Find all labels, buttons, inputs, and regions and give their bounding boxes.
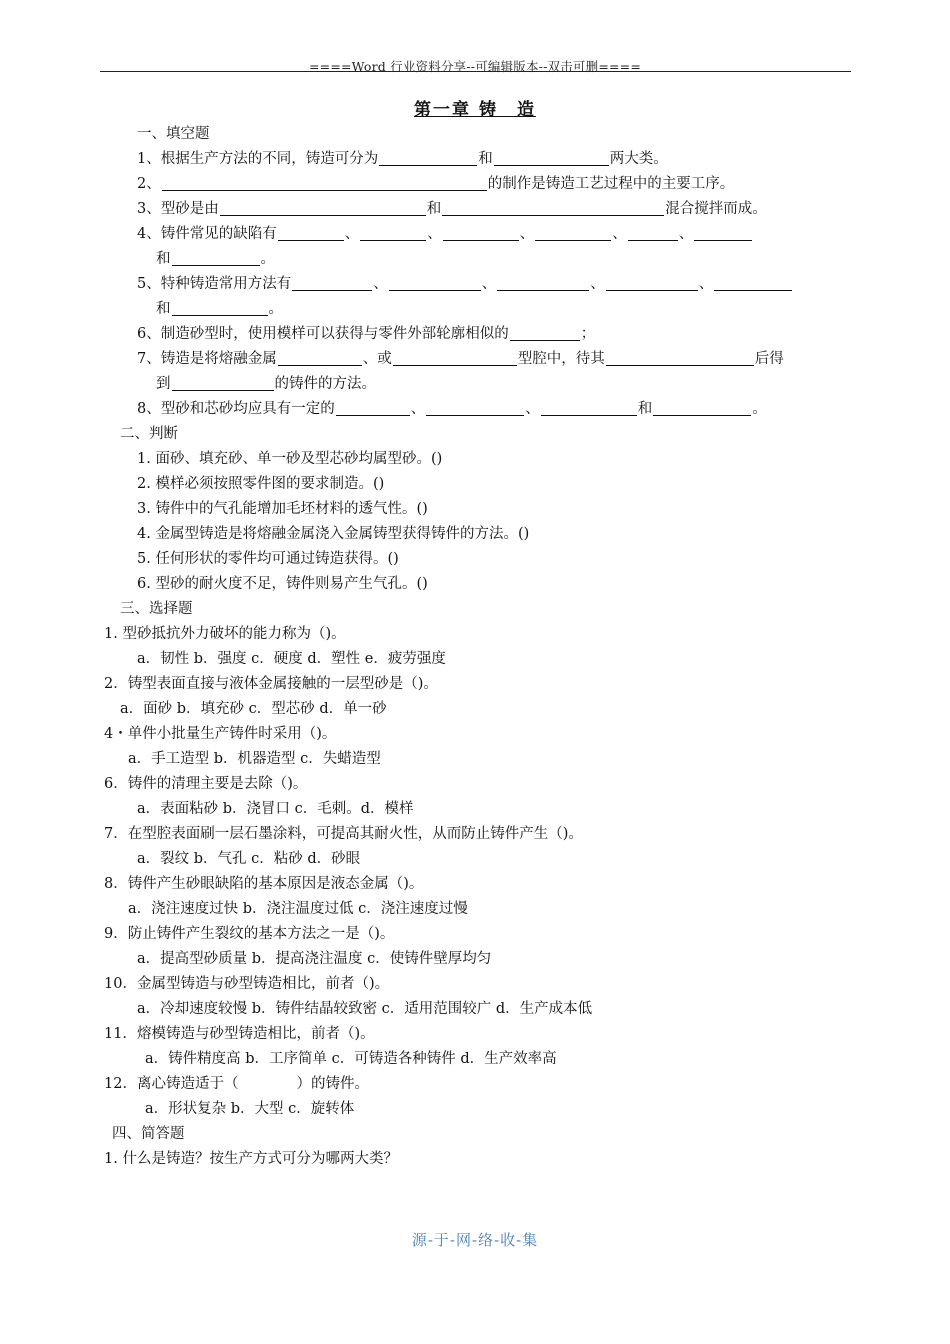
- choice-options: a．提高型砂质量 b．提高浇注温度 c．使铸件壁厚均匀: [137, 951, 492, 967]
- section-heading-fill: 一、填空题: [137, 126, 210, 142]
- fill-q6-text: 6、制造砂型时，使用模样可以获得与零件外部轮廓相似的: [137, 326, 509, 342]
- judge-item: 3. 铸件中的气孔能增加毛坯材料的透气性。(): [137, 501, 428, 517]
- fill-q8-text: 8、型砂和芯砂均应具有一定的: [137, 401, 335, 417]
- section-heading-judge: 二、判断: [120, 426, 178, 442]
- fill-q7-text: 7、铸造是将熔融金属: [137, 351, 277, 367]
- fill-question-5: [137, 274, 793, 294]
- header-rule: [100, 71, 851, 72]
- fill-q8-and: 和: [637, 401, 653, 417]
- fill-question-1: [137, 149, 668, 169]
- section-heading-short: 四、简答题: [112, 1126, 185, 1142]
- choice-options: a．铸件精度高 b．工序简单 c．可铸造各种铸件 d．生产效率高: [145, 1051, 557, 1067]
- separator: 、: [427, 226, 442, 242]
- choice-question: 7．在型腔表面刷一层石墨涂料，可提高其耐火性，从而防止铸件产生（)。: [104, 826, 583, 842]
- fill-q7-or: 、或: [362, 351, 392, 367]
- fill-q5-end: 。: [268, 301, 283, 317]
- answer-blank[interactable]: [442, 215, 664, 216]
- separator: 、: [519, 226, 535, 242]
- answer-blank[interactable]: [510, 340, 580, 341]
- answer-blank[interactable]: [653, 415, 751, 416]
- answer-blank[interactable]: [172, 390, 274, 391]
- answer-blank[interactable]: [606, 365, 754, 366]
- answer-blank[interactable]: [172, 265, 260, 266]
- separator: 、: [344, 226, 360, 242]
- fill-q7-mid: 型腔中，待其: [517, 351, 605, 367]
- fill-q8-end: 。: [752, 401, 767, 417]
- fill-question-5-cont: [156, 299, 283, 319]
- fill-question-2: [137, 174, 734, 194]
- fill-q4-and: 和: [156, 251, 171, 267]
- choice-question: 4・单件小批量生产铸件时采用（)。: [104, 726, 337, 742]
- fill-question-8: [137, 399, 767, 419]
- fill-q3-text: 3、型砂是由: [137, 201, 219, 217]
- choice-options: a．裂纹 b．气孔 c．粘砂 d．砂眼: [137, 851, 361, 867]
- fill-q1-end: 两大类。: [609, 151, 668, 167]
- separator: 、: [373, 276, 388, 292]
- separator: 、: [612, 226, 627, 242]
- answer-blank[interactable]: [497, 290, 589, 291]
- answer-blank[interactable]: [336, 415, 410, 416]
- choice-options: a．形状复杂 b．大型 c．旋转体: [145, 1101, 355, 1117]
- fill-question-4: [137, 224, 753, 244]
- fill-question-4-cont: [156, 249, 275, 269]
- fill-q2-text: 的制作是铸造工艺过程中的主要工序。: [487, 176, 735, 192]
- answer-blank[interactable]: [278, 365, 362, 366]
- choice-question: 10．金属型铸造与砂型铸造相比，前者（)。: [104, 976, 390, 992]
- separator: 、: [410, 401, 426, 417]
- answer-blank[interactable]: [443, 240, 519, 241]
- separator: 、: [678, 226, 694, 242]
- judge-item: 6. 型砂的耐火度不足，铸件则易产生气孔。(): [137, 576, 428, 592]
- answer-blank[interactable]: [535, 240, 611, 241]
- fill-q2-num: 2、: [137, 176, 161, 192]
- section-heading-choice: 三、选择题: [120, 601, 193, 617]
- chapter-title: 第一章 铸 造: [414, 100, 536, 120]
- choice-options: a．面砂 b．填充砂 c．型芯砂 d．单一砂: [120, 701, 387, 717]
- fill-question-3: [137, 199, 767, 219]
- fill-q6-end: ；: [580, 326, 596, 342]
- judge-item: 2. 模样必须按照零件图的要求制造。(): [137, 476, 385, 492]
- fill-q7-to: 到: [156, 376, 171, 392]
- choice-question: 9．防止铸件产生裂纹的基本方法之一是（)。: [104, 926, 395, 942]
- fill-q5-and: 和: [156, 301, 171, 317]
- answer-blank[interactable]: [389, 290, 481, 291]
- fill-question-7-cont: [156, 374, 376, 394]
- answer-blank[interactable]: [606, 290, 698, 291]
- page-header: ====Word 行业资料分享--可编辑版本--双击可删====: [308, 59, 642, 74]
- answer-blank[interactable]: [694, 240, 752, 241]
- answer-blank[interactable]: [292, 290, 372, 291]
- choice-options: a．手工造型 b．机器造型 c．失蜡造型: [128, 751, 381, 767]
- fill-q3-and: 和: [426, 201, 442, 217]
- choice-options: a．表面粘砂 b．浇冒口 c．毛刺。d．模样: [137, 801, 414, 817]
- answer-blank[interactable]: [628, 240, 678, 241]
- choice-question: 2．铸型表面直接与液体金属接触的一层型砂是（)。: [104, 676, 438, 692]
- judge-item: 1. 面砂、填充砂、单一砂及型芯砂均属型砂。(): [137, 451, 443, 467]
- judge-item: 5. 任何形状的零件均可通过铸造获得。(): [137, 551, 399, 567]
- answer-blank[interactable]: [220, 215, 426, 216]
- separator: 、: [481, 276, 497, 292]
- short-question: 1. 什么是铸造？按生产方式可分为哪两大类？: [104, 1151, 398, 1167]
- separator: 、: [590, 276, 605, 292]
- choice-question: 6．铸件的清理主要是去除（)。: [104, 776, 308, 792]
- choice-question: 1. 型砂抵抗外力破坏的能力称为（)。: [104, 626, 346, 642]
- fill-q1-text: 1、根据生产方法的不同，铸造可分为: [137, 151, 379, 167]
- fill-q5-text: 5、特种铸造常用方法有: [137, 276, 292, 292]
- fill-q4-text: 4、铸件常见的缺陷有: [137, 226, 277, 242]
- fill-q4-end: 。: [260, 251, 275, 267]
- answer-blank[interactable]: [393, 365, 517, 366]
- choice-question: 11．熔模铸造与砂型铸造相比，前者（)。: [104, 1026, 375, 1042]
- choice-options: a．韧性 b．强度 c．硬度 d．塑性 e．疲劳强度: [137, 651, 446, 667]
- choice-options: a．冷却速度较慢 b．铸件结晶较致密 c．适用范围较广 d．生产成本低: [137, 1001, 593, 1017]
- fill-q7-after: 后得: [754, 351, 784, 367]
- answer-blank[interactable]: [494, 165, 609, 166]
- judge-item: 4. 金属型铸造是将熔融金属浇入金属铸型获得铸件的方法。(): [137, 526, 530, 542]
- fill-question-7: [137, 349, 784, 369]
- answer-blank[interactable]: [426, 415, 524, 416]
- answer-blank[interactable]: [379, 165, 477, 166]
- choice-question: 12．离心铸造适于（ ）的铸件。: [104, 1076, 369, 1092]
- answer-blank[interactable]: [541, 415, 637, 416]
- answer-blank[interactable]: [714, 290, 792, 291]
- page-footer: 源-于-网-络-收-集: [411, 1231, 539, 1249]
- fill-question-6: [137, 324, 595, 344]
- separator: 、: [698, 276, 714, 292]
- fill-q3-end: 混合搅拌而成。: [665, 201, 767, 217]
- choice-question: 8．铸件产生砂眼缺陷的基本原因是液态金属（)。: [104, 876, 424, 892]
- choice-options: a．浇注速度过快 b．浇注温度过低 c．浇注速度过慢: [128, 901, 468, 917]
- fill-q7-end: 的铸件的方法。: [274, 376, 376, 392]
- answer-blank[interactable]: [278, 240, 344, 241]
- answer-blank[interactable]: [360, 240, 426, 241]
- answer-blank[interactable]: [172, 315, 268, 316]
- separator: 、: [525, 401, 540, 417]
- answer-blank[interactable]: [162, 190, 487, 191]
- fill-q1-and: 和: [478, 151, 493, 167]
